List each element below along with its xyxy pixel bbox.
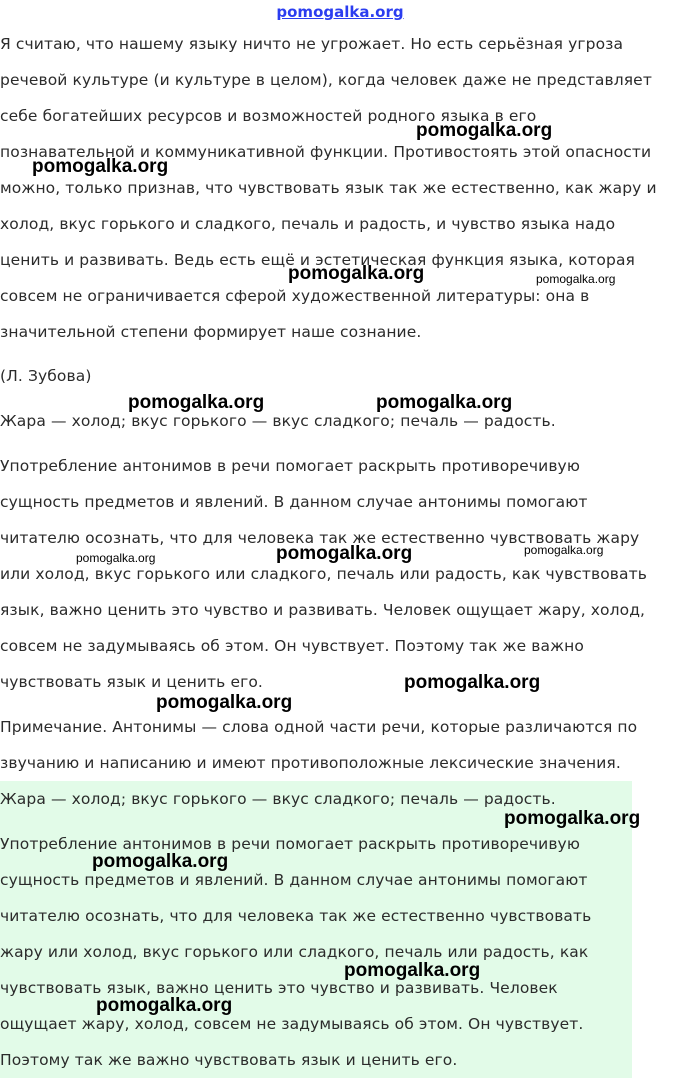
text-line: значительной степени формирует наше сознание. [0,323,422,341]
watermark: pomogalka.org [128,392,265,413]
answer-line: ощущает жару, холод, совсем не задумываясь об этом. Он чувствует. [0,1015,584,1033]
site-link[interactable]: pomogalka.org [276,3,404,21]
text-line: сущность предметов и явлений. В данном случае антонимы помогают [0,493,588,511]
answer-line: сущность предметов и явлений. В данном случае антонимы помогают [0,871,588,889]
text-line: ценить и развивать. Ведь есть ещё и эстетическая функция языка, которая [0,251,635,269]
text-line: Я считаю, что нашему языку ничто не угрожает. Но есть серьёзная угроза [0,35,624,53]
answer-line: Жара — холод; вкус горького — вкус сладкого; печаль — радость. [0,790,556,808]
text-line: или холод, вкус горького или сладкого, печаль или радость, как чувствовать [0,565,648,583]
watermark: pomogalka.org [404,672,541,693]
watermark: pomogalka.org [376,392,513,413]
watermark: pomogalka.org [288,263,425,284]
text-line: язык, важно ценить это чувство и развивать. Человек ощущает жару, холод, [0,601,646,619]
answer-line: читателю осознать, что для человека так же естественно чувствовать [0,907,592,925]
answer-line: Поэтому так же важно чувствовать язык и ценить его. [0,1051,458,1069]
watermark: pomogalka.org [504,808,641,829]
watermark: pomogalka.org [416,120,553,141]
text-line: можно, только признав, что чувствовать язык так же естественно, как жару и [0,179,657,197]
answer-line: Употребление антонимов в речи помогает раскрыть противоречивую [0,835,580,853]
watermark: pomogalka.org [76,551,156,565]
watermark: pomogalka.org [32,156,169,177]
watermark: pomogalka.org [156,692,293,713]
note-line: Примечание. Антонимы — слова одной части речи, которые различаются по [0,718,638,736]
author-credit: (Л. Зубова) [0,367,92,385]
text-line: Употребление антонимов в речи помогает раскрыть противоречивую [0,457,580,475]
text-line: себе богатейших ресурсов и возможностей родного языка в его [0,107,537,125]
answer-line: жару или холод, вкус горького или сладкого, печаль или радость, как [0,943,589,961]
watermark: pomogalka.org [276,543,413,564]
watermark: pomogalka.org [92,851,229,872]
text-line: холод, вкус горького и сладкого, печаль и радость, и чувство языка надо [0,215,616,233]
watermark: pomogalka.org [344,960,481,981]
answer-line: чувствовать язык, важно ценить это чувство и развивать. Человек [0,979,558,997]
text-line: совсем не ограничивается сферой художественной литературы: она в [0,287,590,305]
text-line: познавательной и коммуникативной функции. Противостоять этой опасности [0,143,652,161]
text-line: читателю осознать, что для человека так же естественно чувствовать жару [0,529,640,547]
text-line: совсем не задумываясь об этом. Он чувствует. Поэтому так же важно [0,637,584,655]
note-line: звучанию и написанию и имеют противоположные лексические значения. [0,754,621,772]
watermark: pomogalka.org [96,995,233,1016]
antonym-pairs: Жара — холод; вкус горького — вкус сладкого; печаль — радость. [0,412,556,430]
watermark: pomogalka.org [524,543,604,557]
text-line: чувствовать язык и ценить его. [0,673,263,691]
site-header [0,0,680,24]
text-line: речевой культуре (и культуре в целом), когда человек даже не представляет [0,71,652,89]
watermark: pomogalka.org [536,272,616,286]
